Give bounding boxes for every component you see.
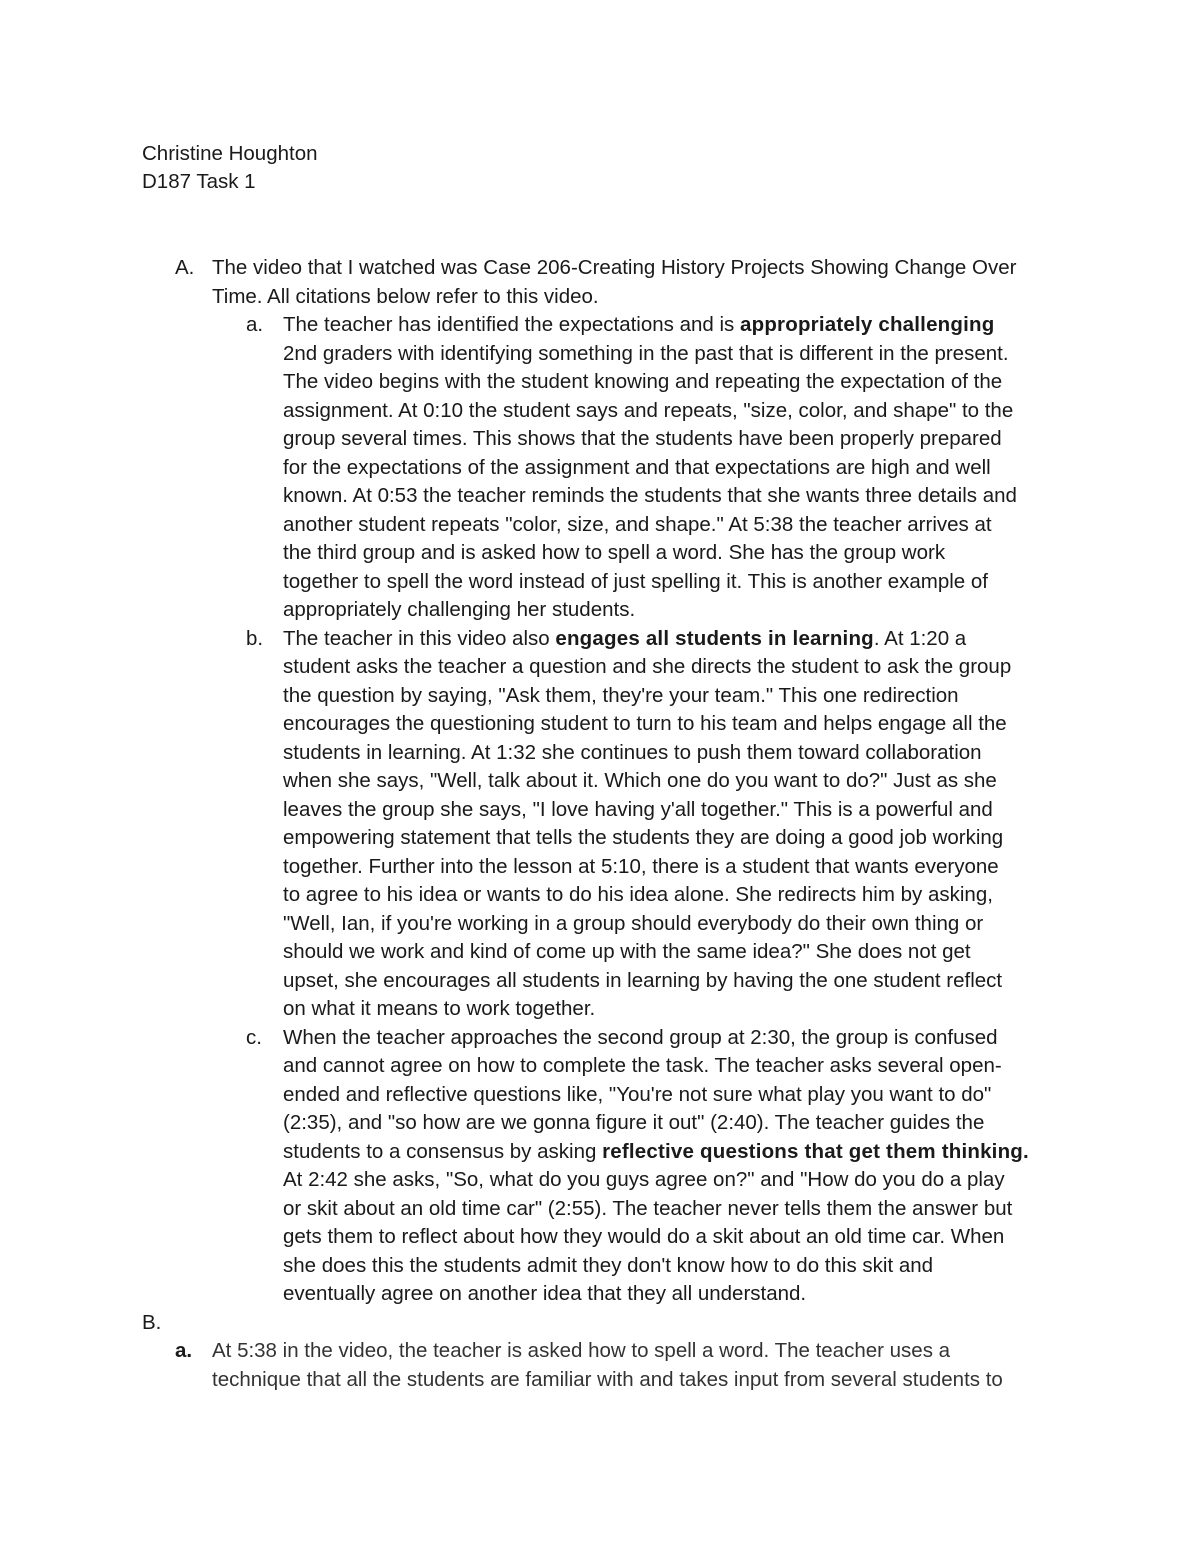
item-a-line: known. At 0:53 the teacher reminds the students that she wants three details and bbox=[283, 484, 1017, 507]
item-b-text: The teacher in this video also bbox=[283, 627, 556, 650]
section-b-item-a-line: technique that all the students are familiar with and takes input from several students to bbox=[212, 1368, 1003, 1391]
item-a-line: appropriately challenging her students. bbox=[283, 598, 636, 621]
item-b-marker: b. bbox=[246, 627, 264, 650]
item-b-line: encourages the questioning student to turn to his team and helps engage all the bbox=[283, 712, 1007, 735]
item-c-bold-line bbox=[283, 1138, 1029, 1167]
item-b-bold-phrase: engages all students in learning bbox=[555, 627, 874, 650]
item-b-line: to agree to his idea or wants to do his idea alone. She redirects him by asking, bbox=[283, 883, 993, 906]
item-b-first-line bbox=[283, 625, 966, 654]
item-a-line: 2nd graders with identifying something in the past that is different in the present. bbox=[283, 342, 1009, 365]
item-c-line: (2:35), and "so how are we gonna figure it out" (2:40). The teacher guides the bbox=[283, 1111, 985, 1134]
task-title: D187 Task 1 bbox=[142, 170, 256, 193]
item-a-line: the third group and is asked how to spell a word. She has the group work bbox=[283, 541, 946, 564]
item-c-line: At 2:42 she asks, "So, what do you guys agree on?" and "How do you do a play bbox=[283, 1168, 1005, 1191]
item-b-line: together. Further into the lesson at 5:10, there is a student that wants everyone bbox=[283, 855, 999, 878]
section-b-item-a-marker: a. bbox=[175, 1339, 193, 1362]
section-b-item-a-line: At 5:38 in the video, the teacher is asked how to spell a word. The teacher uses a bbox=[212, 1339, 951, 1362]
item-a-first-line bbox=[283, 311, 994, 340]
item-b-line: the question by saying, "Ask them, they're your team." This one redirection bbox=[283, 684, 959, 707]
item-b-line: leaves the group she says, "I love having y'all together." This is a powerful and bbox=[283, 798, 993, 821]
item-b-line: upset, she encourages all students in learning by having the one student reflect bbox=[283, 969, 1003, 992]
author-name: Christine Houghton bbox=[142, 142, 318, 165]
item-c-bold-phrase: reflective questions that get them thinking. bbox=[602, 1140, 1029, 1163]
item-a-text: The teacher has identified the expectations and is bbox=[283, 313, 740, 336]
section-a-intro-line: The video that I watched was Case 206-Creating History Projects Showing Change Over bbox=[212, 256, 1017, 279]
item-a-line: assignment. At 0:10 the student says and repeats, "size, color, and shape" to the bbox=[283, 399, 1014, 422]
item-c-line: eventually agree on another idea that they all understand. bbox=[283, 1282, 807, 1305]
item-b-line: student asks the teacher a question and she directs the student to ask the group bbox=[283, 655, 1012, 678]
item-a-line: for the expectations of the assignment and that expectations are high and well bbox=[283, 456, 991, 479]
item-b-line: empowering statement that tells the students they are doing a good job working bbox=[283, 826, 1004, 849]
item-a-line: another student repeats "color, size, and shape." At 5:38 the teacher arrives at bbox=[283, 513, 992, 536]
item-c-line: When the teacher approaches the second group at 2:30, the group is confused bbox=[283, 1026, 998, 1049]
section-a-marker: A. bbox=[175, 256, 195, 279]
item-b-line: "Well, Ian, if you're working in a group should everybody do their own thing or bbox=[283, 912, 984, 935]
item-c-line: ended and reflective questions like, "You're not sure what play you want to do" bbox=[283, 1083, 992, 1106]
item-c-line: gets them to reflect about how they would do a skit about an old time car. When bbox=[283, 1225, 1005, 1248]
item-c-line: she does this the students admit they don't know how to do this skit and bbox=[283, 1254, 934, 1277]
section-b-marker: B. bbox=[142, 1311, 162, 1334]
item-a-line: The video begins with the student knowing and repeating the expectation of the bbox=[283, 370, 1003, 393]
item-a-line: group several times. This shows that the students have been properly prepared bbox=[283, 427, 1002, 450]
item-b-text-post: . At 1:20 a bbox=[873, 627, 967, 650]
item-a-marker: a. bbox=[246, 313, 264, 336]
item-b-line: on what it means to work together. bbox=[283, 997, 596, 1020]
item-b-line: when she says, "Well, talk about it. Which one do you want to do?" Just as she bbox=[283, 769, 997, 792]
item-b-line: should we work and kind of come up with the same idea?" She does not get bbox=[283, 940, 971, 963]
section-a-intro-line: Time. All citations below refer to this video. bbox=[212, 285, 599, 308]
item-a-line: together to spell the word instead of just spelling it. This is another example of bbox=[283, 570, 988, 593]
item-c-line: and cannot agree on how to complete the task. The teacher asks several open- bbox=[283, 1054, 1002, 1077]
item-b-line: students in learning. At 1:32 she continues to push them toward collaboration bbox=[283, 741, 982, 764]
item-a-bold-phrase: appropriately challenging bbox=[740, 313, 995, 336]
item-c-line: or skit about an old time car" (2:55). The teacher never tells them the answer but bbox=[283, 1197, 1013, 1220]
item-c-text: students to a consensus by asking bbox=[283, 1140, 603, 1163]
item-c-marker: c. bbox=[246, 1026, 262, 1049]
